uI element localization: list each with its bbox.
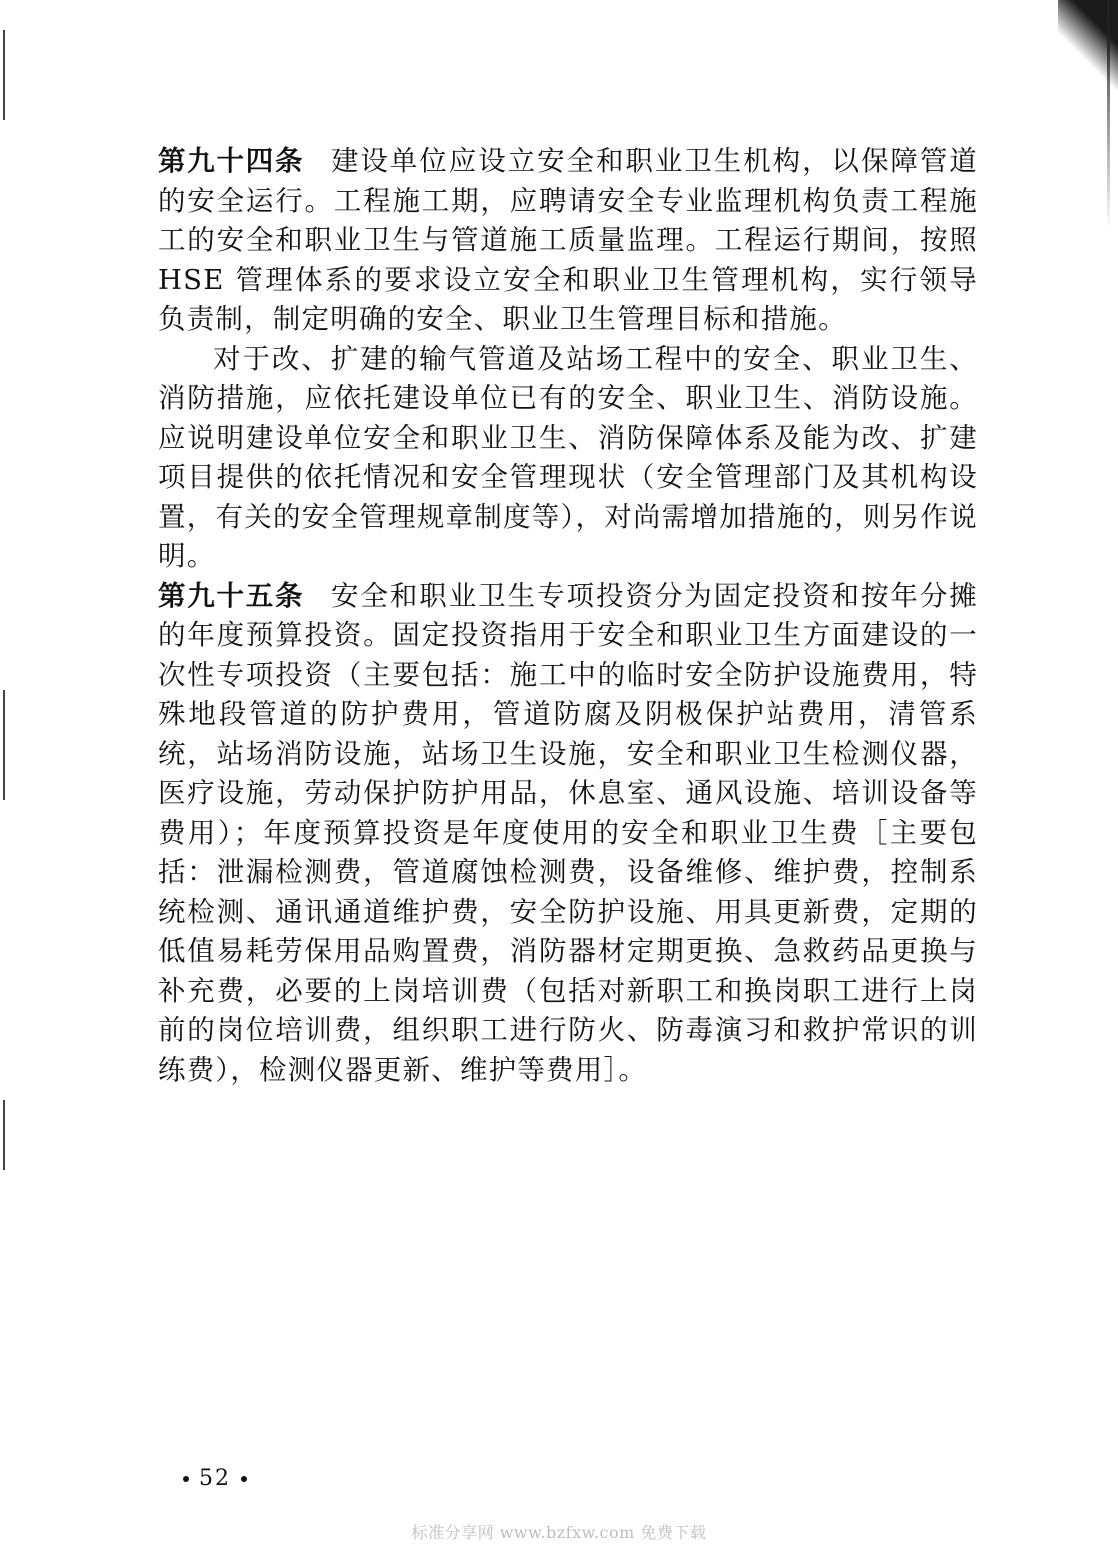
paragraph-text: 建设单位应设立安全和职业卫生机构，以保障管道的安全运行。工程施工期，应聘请安全专业监理机构负责工程施工的安全和职业卫生与管道施工质量监理。工程运行期间，按照HSE 管理体系的要求设立安全和职业卫生管理机构，实行领导负责制，制定明确的安全、职业卫生管理目标和措施。 <box>158 145 979 335</box>
article-heading: 第九十四条 <box>158 145 305 177</box>
paragraph-text: 对于改、扩建的输气管道及站场工程中的安全、职业卫生、消防措施，应依托建设单位已有的安全、职业卫生、消防设施。应说明建设单位安全和职业卫生、消防保障体系及能为改、扩建项目提供的依托情况和安全管理现状（安全管理部门及其机构设置，有关的安全管理规章制度等），对尚需增加措施的，则另作说明。 <box>158 342 978 572</box>
scan-edge-mark <box>3 690 5 800</box>
scan-edge-mark <box>3 1100 5 1170</box>
article-94-paragraph <box>158 142 978 340</box>
scan-edge-line <box>1107 0 1110 230</box>
article-94-subparagraph <box>158 340 978 577</box>
article-heading: 第九十五条 <box>158 579 305 612</box>
scan-edge-mark <box>3 30 5 120</box>
body-text <box>158 142 978 1090</box>
watermark: 标准分享网 www.bzfxw.com 免费下载 <box>411 1523 707 1542</box>
paragraph-text: 安全和职业卫生专项投资分为固定投资和按年分摊的年度预算投资。固定投资指用于安全和职业卫生方面建设的一次性专项投资（主要包括：施工中的临时安全防护设施费用，特殊地段管道的防护费用，管道防腐及阴极保护站费用，清管系统，站场消防设施，站场卫生设施，安全和职业卫生检测仪器，医疗设施，劳动保护防护用品，休息室、通风设施、培训设备等费用）；年度预算投资是年度使用的安全和职业卫生费［主要包括：泄漏检测费，管道腐蚀检测费，设备维修、维护费，控制系统检测、通讯通道维护费，安全防护设施、用具更新费，定期的低值易耗劳保用品购置费，消防器材定期更换、急救药品更换与补充费，必要的上岗培训费（包括对新职工和换岗职工进行上岗前的岗位培训费，组织职工进行防火、防毒演习和救护常识的训练费），检测仪器更新、维护等费用］。 <box>158 579 979 1086</box>
page-number: 52 <box>173 1466 257 1491</box>
article-95-paragraph <box>158 577 978 1091</box>
